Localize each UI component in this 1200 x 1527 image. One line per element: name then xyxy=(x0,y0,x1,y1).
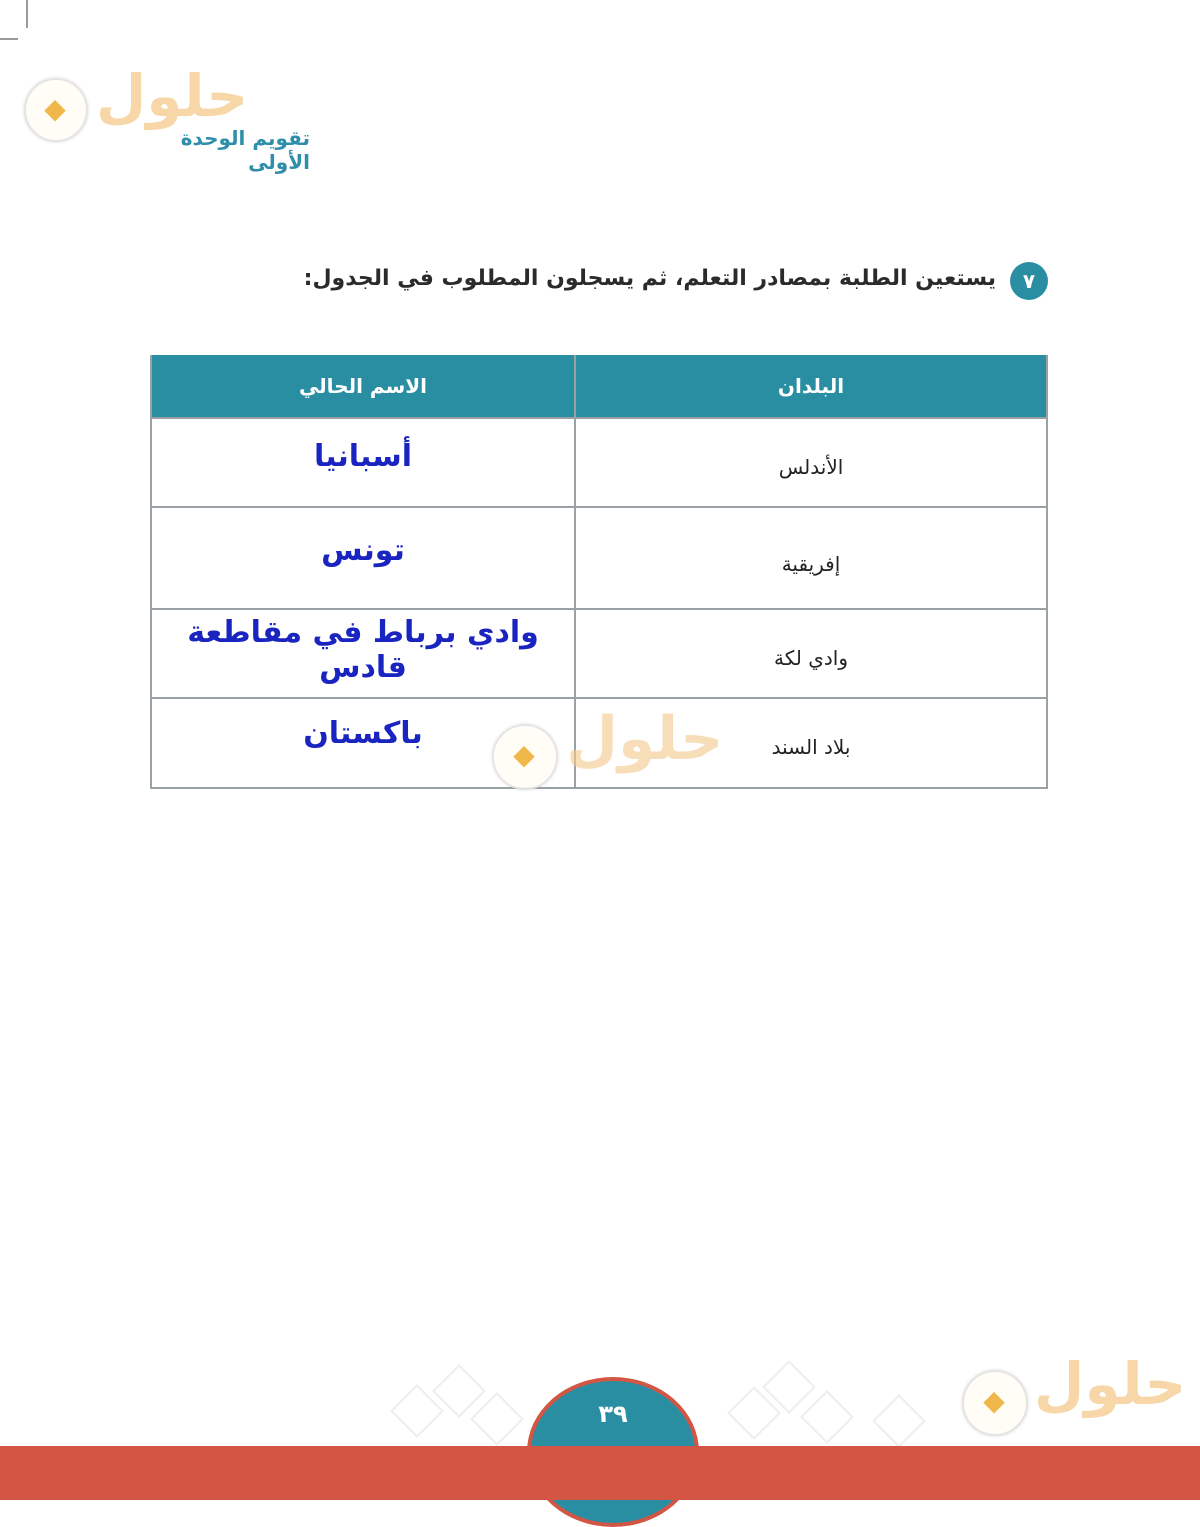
watermark-logo xyxy=(962,1350,1187,1440)
question xyxy=(288,262,1048,302)
crop-mark xyxy=(26,0,28,28)
table-row xyxy=(151,507,1047,609)
question-number-badge: ٧ xyxy=(1010,262,1048,300)
book-icon: ◆ xyxy=(983,1384,1005,1417)
crop-mark xyxy=(0,38,18,40)
country-name: بلاد السند xyxy=(771,735,851,759)
current-name: وادي برباط في مقاطعة قادس xyxy=(187,614,539,685)
country-cell xyxy=(575,418,1047,507)
current-name: تونس xyxy=(321,532,405,568)
pattern-tile xyxy=(800,1390,854,1444)
answer-cell xyxy=(151,609,575,698)
country-name: إفريقية xyxy=(781,552,841,576)
header-current-name: الاسم الحالي xyxy=(151,355,575,418)
header-countries: البلدان xyxy=(575,355,1047,418)
page-number: ٣٩ xyxy=(598,1400,628,1428)
country-name: وادي لكة xyxy=(774,645,848,670)
answer-cell xyxy=(151,507,575,609)
country-cell xyxy=(575,507,1047,609)
pattern-tile xyxy=(872,1394,926,1448)
watermark-text: حلول xyxy=(1034,1350,1187,1418)
country-cell xyxy=(575,609,1047,698)
table-row xyxy=(151,609,1047,698)
footer-band xyxy=(0,1446,1200,1500)
current-name: باكستان xyxy=(303,715,423,751)
watermark-text: حلول xyxy=(566,704,724,774)
table-header-row xyxy=(151,355,1047,418)
watermark-logo xyxy=(492,704,724,794)
watermark-text: حلول xyxy=(96,62,249,130)
country-name: الأندلس xyxy=(778,454,844,479)
question-text: يستعين الطلبة بمصادر التعلم، ثم يسجلون المطلوب في الجدول: xyxy=(303,266,996,291)
pattern-tile xyxy=(470,1392,524,1446)
table-row xyxy=(151,418,1047,507)
book-icon: ◆ xyxy=(513,738,535,771)
answer-cell xyxy=(151,418,575,507)
book-icon: ◆ xyxy=(44,92,66,125)
current-name: أسبانيا xyxy=(313,439,413,474)
unit-title: تقويم الوحدة الأولى xyxy=(180,126,310,174)
